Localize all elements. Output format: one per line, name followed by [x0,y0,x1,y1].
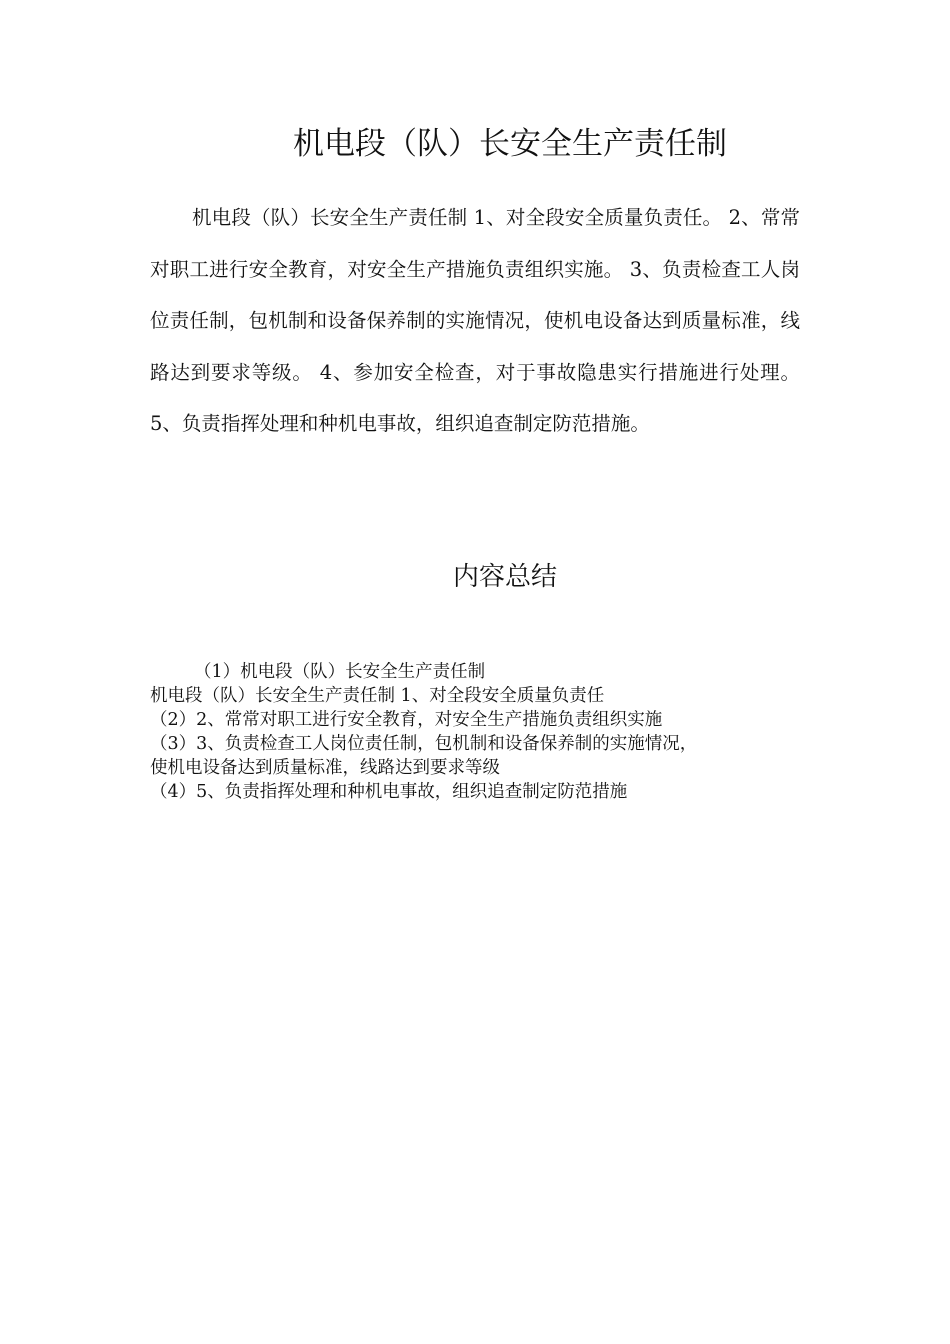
summary-line: （2）2、常常对职工进行安全教育，对安全生产措施负责组织实施 [150,710,663,730]
summary-line: 使机电设备达到质量标准，线路达到要求等级 [150,758,500,778]
summary-line: （1）机电段（队）长安全生产责任制 [194,662,486,682]
summary-list [150,660,810,804]
summary-line: 机电段（队）长安全生产责任制 1、对全段安全质量负责任 [150,686,605,706]
summary-title: 内容总结 [452,562,557,592]
document-title: 机电段（队）长安全生产责任制 [293,126,727,162]
summary-line: （4）5、负责指挥处理和种机电事故，组织追查制定防范措施 [150,782,628,802]
summary-line: （3）3、负责检查工人岗位责任制，包机制和设备保养制的实施情况， [150,734,698,754]
document-body: 机电段（队）长安全生产责任制 1、对全段安全质量负责任。 2、常常对职工进行安全教育，对安全生产措施负责组织实施。 3、负责检查工人岗位责任制，包机制和设备保养制的实施情况，使机电设备达到质量标准，线路达到要求等级。 4、参加安全检查，对于事故隐患实行措施进行处理。 5、负责指挥处理和种机电事故，组织追查制定防范措施。 [150,206,800,436]
